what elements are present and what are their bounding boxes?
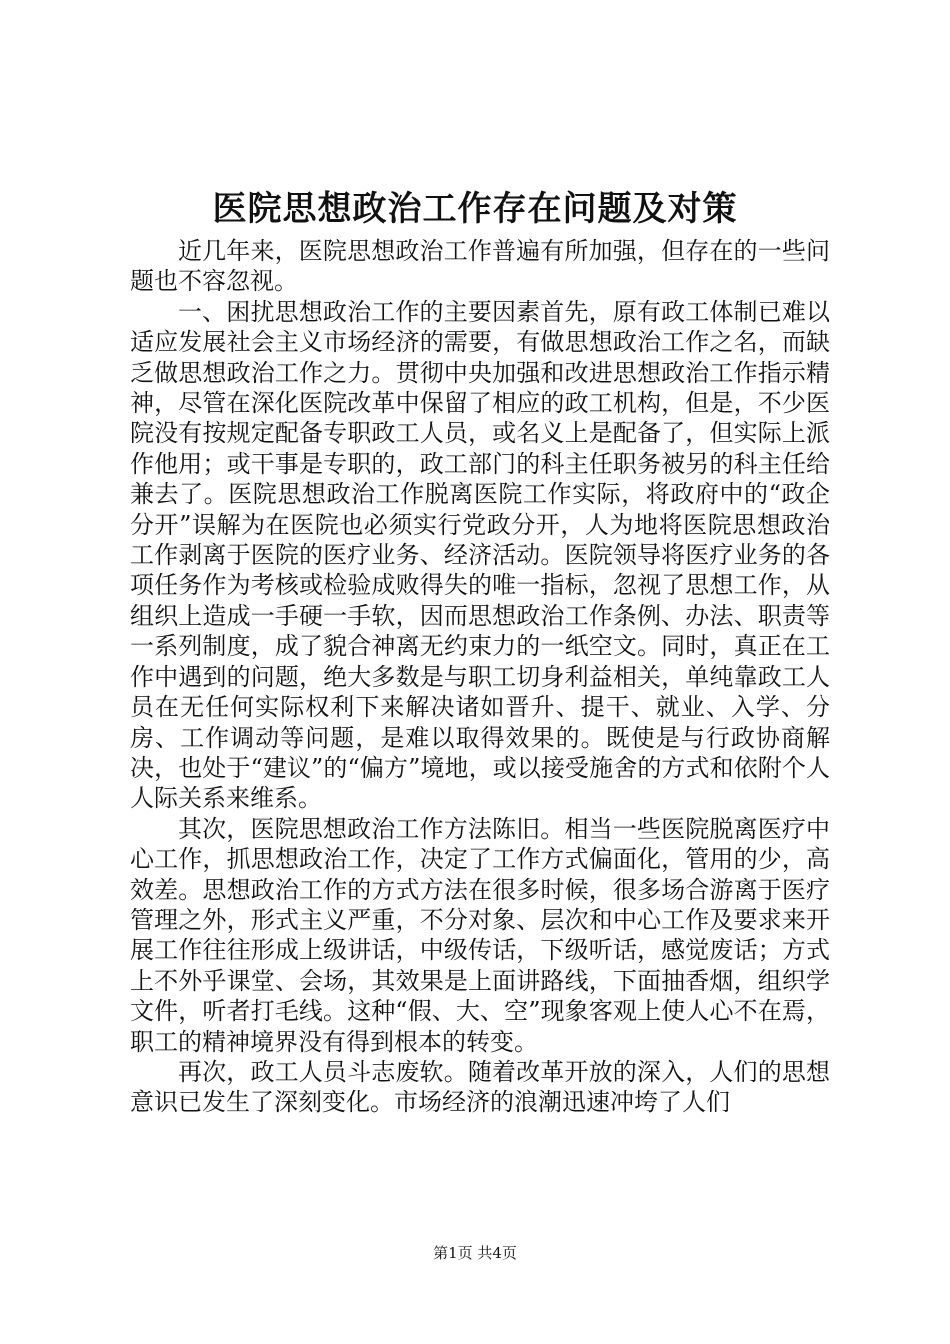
paragraph: 近几年来，医院思想政治工作普遍有所加强，但存在的一些问题也不容忽视。 xyxy=(130,237,830,296)
document-title: 医院思想政治工作存在问题及对策 xyxy=(212,189,738,229)
paragraph: 再次，政工人员斗志废软。随着改革开放的深入，人们的思想意识已发生了深刻变化。市场经济的浪潮迅速冲垮了人们 xyxy=(130,1057,830,1117)
paragraph: 其次，医院思想政治工作方法陈旧。相当一些医院脱离医疗中心工作，抓思想政治工作，决定了工作方式偏面化，管用的少，高效差。思想政治工作的方式方法在很多时候，很多场合游离于医疗管理之外，形式主义严重，不分对象、层次和中心工作及要求来开展工作往往形成上级讲话，中级传话，下级听话，感觉废话；方式上不外乎课堂、会场，其效果是上面讲路线，下面抽香烟，组织学文件，听者打毛线。这种“假、大、空”现象客观上使人心不在焉，职工的精神境界没有得到根本的转变。 xyxy=(130,814,830,1056)
paragraph: 一、困扰思想政治工作的主要因素首先，原有政工体制已难以适应发展社会主义市场经济的需要，有做思想政治工作之名，而缺乏做思想政治工作之力。贯彻中央加强和改进思想政治工作指示精神，尽管在深化医院改革中保留了相应的政工机构，但是，不少医院没有按规定配备专职政工人员，或名义上是配备了，但实际上派作他用；或干事是专职的，政工部门的科主任职务被另的科主任给兼去了。医院思想政治工作脱离医院工作实际，将政府中的“政企分开”误解为在医院也必须实行党政分开，人为地将医院思想政治工作剥离于医院的医疗业务、经济活动。医院领导将医疗业务的各项任务作为考核或检验成败得失的唯一指标，忽视了思想工作，从组织上造成一手硬一手软，因而思想政治工作条例、办法、职责等一系列制度，成了貌合神离无约束力的一纸空文。同时，真正在工作中遇到的问题，绝大多数是与职工切身利益相关，单纯靠政工人员在无任何实际权利下来解决诸如晋升、提干、就业、入学、分房、工作调动等问题，是难以取得效果的。既使是与行政协商解决，也处于“建议”的“偏方”境地，或以接受施舍的方式和依附个人人际关系来维系。 xyxy=(130,297,830,813)
page-number-footer: 第1页 共4页 xyxy=(433,1244,517,1262)
document-body xyxy=(130,236,830,1118)
